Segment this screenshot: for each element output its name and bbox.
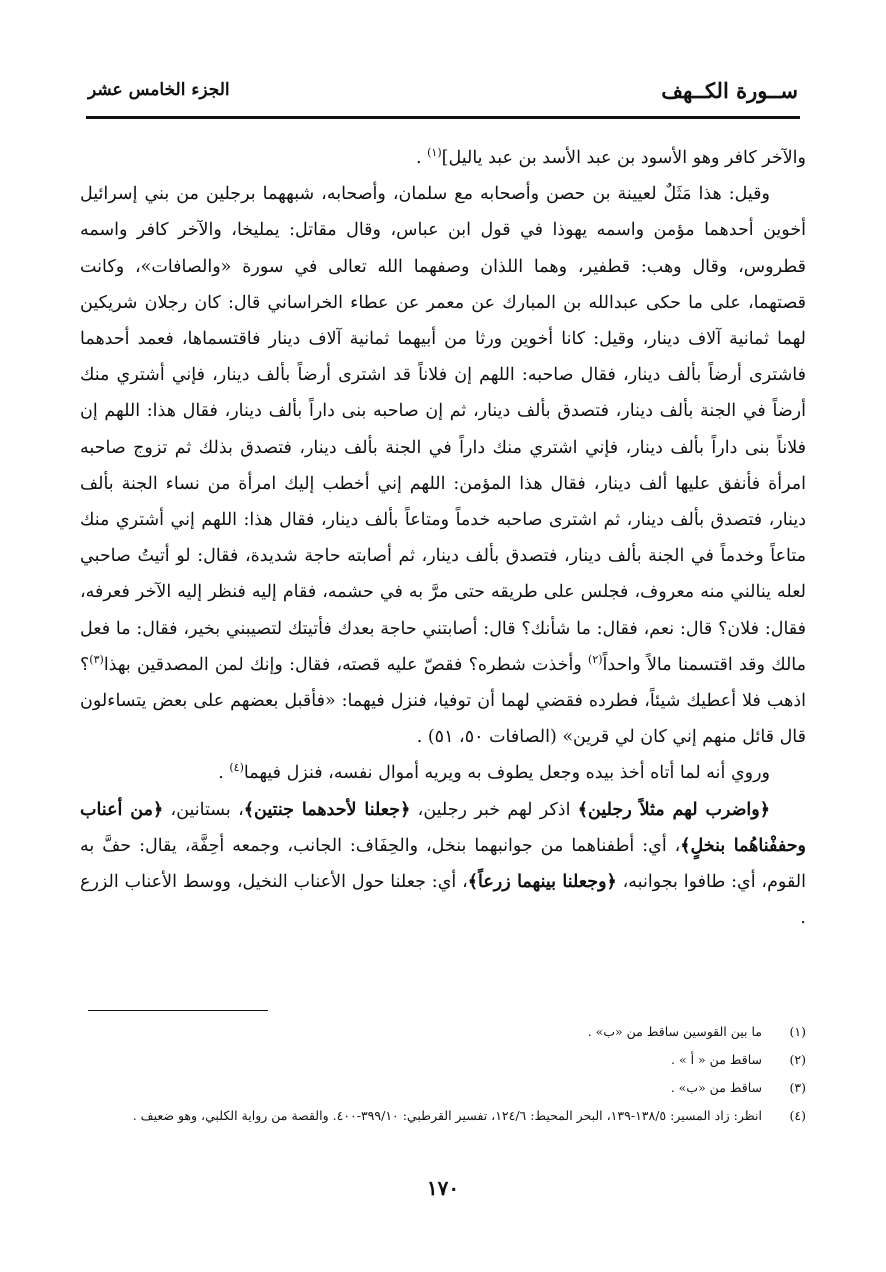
footnote-item <box>80 1046 806 1074</box>
surah-title: ســورة الكــهف <box>661 78 798 103</box>
quran-quote: ﴿من أعناب وحففْناهُما بنخلٍ﴾ <box>80 799 806 856</box>
page-number: ١٧٠ <box>426 1176 460 1200</box>
text-run: ؟ اذهب فلا أعطيك شيئاً، فطرده فقضي لهما أن توفيا، فنزل فيهما: «فأقبل بعضهم على بعض يتساءلون قال قائل منهم إني كان لي قرين» (الصافات ٥٠، ٥١) . <box>80 654 806 748</box>
footnote-number: (٢) <box>789 1052 806 1067</box>
text-run: ، أي: جعلنا حول الأعناب النخيل، ووسط الأعناب الزرع . <box>80 872 806 929</box>
footnote-number: (٣) <box>789 1080 806 1095</box>
footnote-number: (٤) <box>789 1108 806 1123</box>
footnote-item <box>80 1074 806 1102</box>
footnote-number: (١) <box>789 1024 806 1039</box>
paragraph-4 <box>80 792 806 937</box>
text-run: والآخر كافر وهو الأسود بن عبد الأسد بن عبد ياليل] <box>441 148 806 168</box>
paragraph-3 <box>80 755 806 791</box>
footnotes <box>80 1018 806 1130</box>
text-run: وأخذت شطره؟ فقصّ عليه قصته، فقال: وإنك لمن المصدقين بهذا <box>103 654 589 675</box>
text-run: ، بستانين، <box>163 799 244 820</box>
footnote-ref-2[interactable]: (٢) <box>588 653 603 667</box>
footnote-ref-4[interactable]: (٤) <box>229 761 244 775</box>
paragraph-1 <box>80 140 806 176</box>
quran-quote: ﴿واضرب لهم مثلاً رجلين﴾ <box>577 799 770 820</box>
text-run: . <box>415 148 428 168</box>
paragraph-2 <box>80 176 806 755</box>
footnote-text: انظر: زاد المسير: ١٣٨/٥-١٣٩، البحر المحيط: ١٢٤/٦، تفسير القرطبي: ٣٩٩/١٠-٤٠٠. والقصة من رواية الكلبي، وهو ضعيف . <box>132 1108 762 1123</box>
footnote-text: ساقط من «ب» . <box>670 1080 762 1095</box>
footnote-ref-1[interactable]: (١) <box>427 146 442 160</box>
footnote-item <box>80 1102 806 1130</box>
part-title: الجزء الخامس عشر <box>88 80 230 100</box>
main-text <box>80 140 806 936</box>
quran-quote: ﴿وجعلنا بينهما زرعاً﴾ <box>467 872 617 893</box>
footnote-ref-3[interactable]: (٣) <box>89 653 104 667</box>
text-run: . <box>218 763 230 784</box>
quran-quote: ﴿جعلنا لأحدهما جنتين﴾ <box>243 799 411 820</box>
footnote-divider <box>88 1010 268 1011</box>
running-header <box>88 72 798 112</box>
footnote-item <box>80 1018 806 1046</box>
footnote-text: ساقط من « أ » . <box>671 1052 762 1067</box>
text-run: وقيل: هذا مَثَلٌ لعيينة بن حصن وأصحابه مع سلمان، وأصحابه، شبههما برجلين من بني إسرائيل أخوين أحدهما مؤمن واسمه يهوذا في قول ابن عباس، وقال مقاتل: يمليخا، والآخر كافر واسمه قطروس، وقال وهب: قطفير، وهما اللذان وصفهما الله تعالى في سورة «والصافات»، وكانت قصتهما، على ما حكى عبدالله بن المبارك عن معمر عن عطاء الخراساني قال: كان رجلان شريكين لهما ثمانية آلاف دينار، وقيل: كانا أخوين ورثا من أبيهما ثمانية آلاف دينار فاقتسماها، فعمد أحدهما فاشترى أرضاً بألف دينار، فقال صاحبه: اللهم إن فلاناً قد اشترى أرضاً بألف دينار، فإني أشتري منك أرضاً في الجنة بألف دينار، فتصدق بألف دينار، ثم إن صاحبه بنى داراً بألف دينار، فقال هذا: اللهم إن فلاناً بنى داراً بألف دينار، فإني اشتري منك داراً في الجنة بألف دينار، فتصدق بذلك ثم تزوج صاحبه امرأة فأنفق عليها ألف دينار، فقال هذا المؤمن: اللهم إني أخطب إليك امرأة من نساء الجنة بألف دينار، فتصدق بألف دينار، ثم اشترى صاحبه خدماً ومتاعاً بألف دينار، فقال هذا: اللهم إني أشتري منك متاعاً وخدماً في الجنة بألف دينار، فتصدق بألف دينار، ثم أصابته حاجة شديدة، فقال: لو أتيتُ صاحبي لعله ينالني منه معروف، فجلس على طريقه حتى مرَّ به في حشمه، فقام إليه فنظر إليه الآخر فعرفه، فقال: فلان؟ قال: نعم، فقال: ما شأنك؟ قال: أصابتني حاجة بعدك فأتيتك لتصيبني بخير، فقال: ما فعل مالك وقد اقتسمنا مالاً واحداً <box>80 184 806 675</box>
text-run: ، أي: أطفناهما من جوانبهما بنخل، والحِفَاف: الجانب، وجمعه أحِفَّة، يقال: حفَّ به القوم، أي: طافوا بجوانبه، <box>80 835 806 893</box>
text-run: اذكر لهم خبر رجلين، <box>410 799 578 820</box>
text-run: وروي أنه لما أتاه أخذ بيده وجعل يطوف به ويريه أموال نفسه، فنزل فيهما <box>243 763 770 784</box>
header-rule <box>86 116 800 119</box>
footnote-text: ما بين القوسين ساقط من «ب» . <box>587 1024 762 1039</box>
